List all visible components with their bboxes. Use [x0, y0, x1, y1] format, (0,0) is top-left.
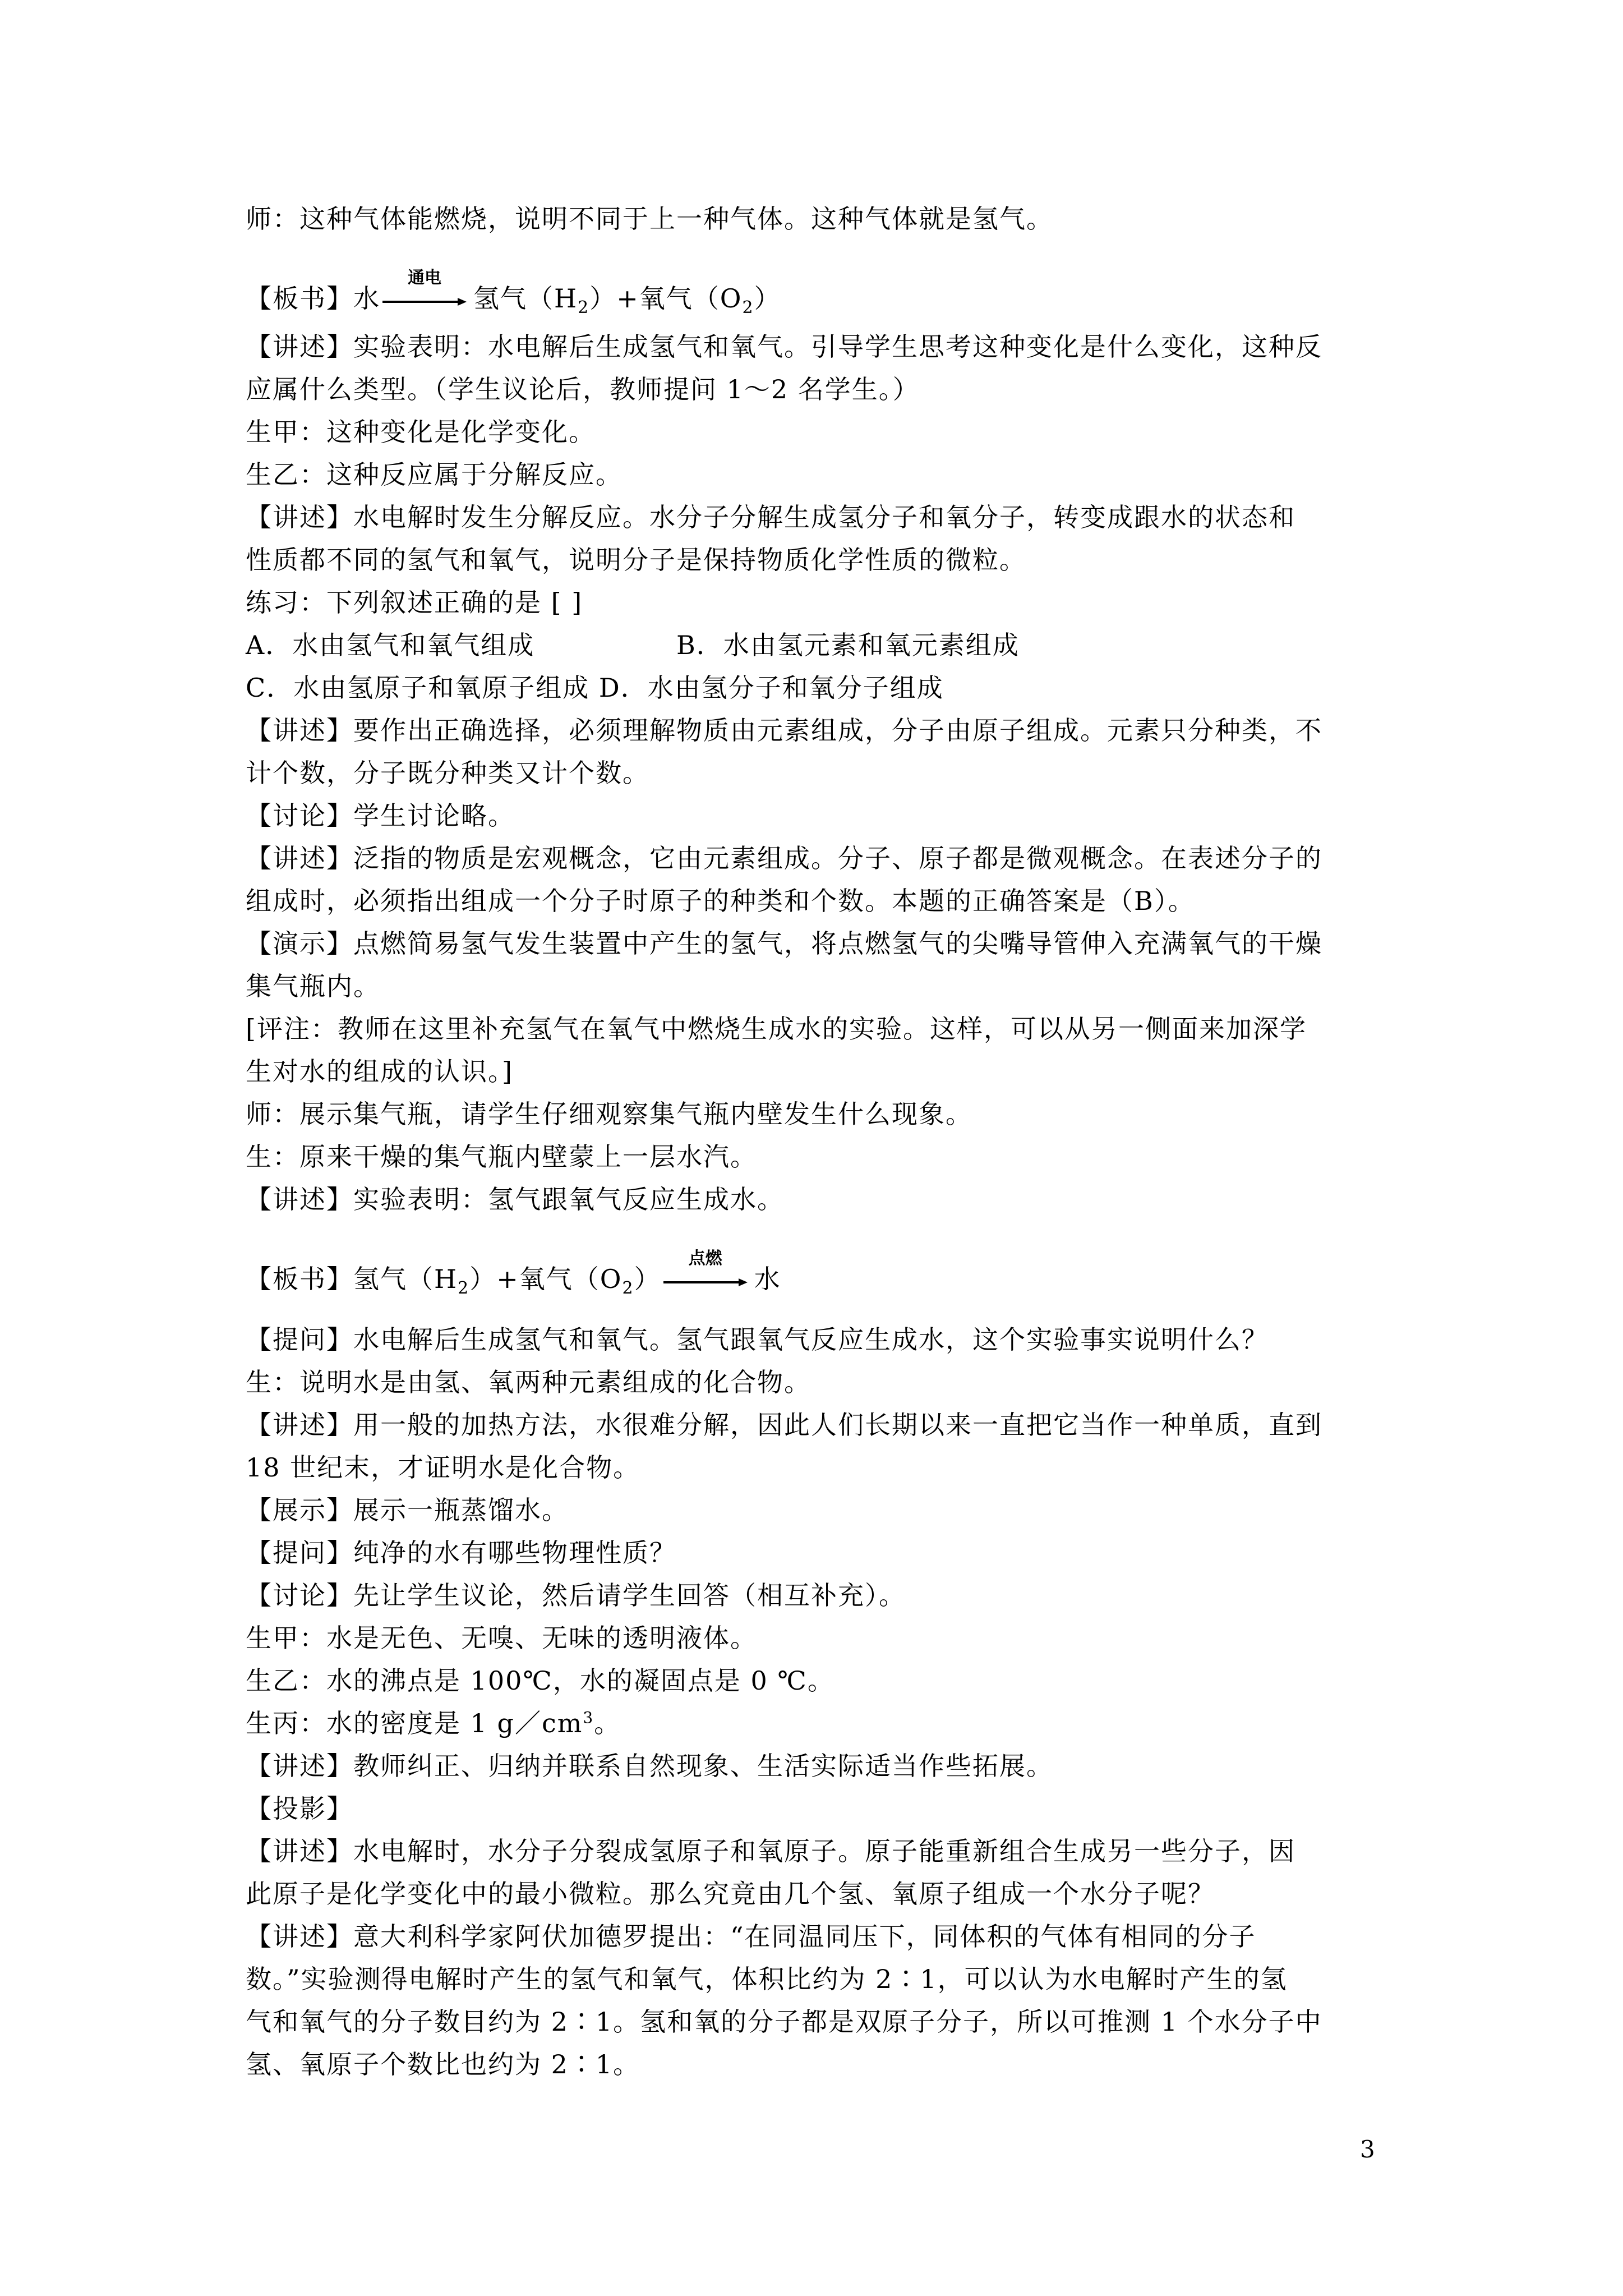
text-line: 【投影】	[246, 1793, 353, 1824]
text-line: 生：原来干燥的集气瓶内壁蒙上一层水汽。	[246, 1142, 757, 1172]
text-span: 。	[594, 1708, 621, 1738]
answer-options-row: C．水由氢原子和氧原子组成 D．水由氢分子和氧分子组成	[246, 673, 944, 703]
text-line: 【讨论】学生讨论略。	[246, 800, 515, 831]
text-span: 【板书】氢气（H	[246, 1264, 458, 1294]
text-span: 生丙：水的密度是 1 g／cm	[246, 1708, 583, 1738]
text-line: 师：展示集气瓶，请学生仔细观察集气瓶内壁发生什么现象。	[246, 1099, 972, 1129]
text-line: 【讲述】要作出正确选择，必须理解物质由元素组成，分子由原子组成。元素只分种类，不	[246, 715, 1322, 746]
text-line	[246, 1702, 1381, 1745]
text-line: 应属什么类型。（学生议论后，教师提问 1～2 名学生。）	[246, 374, 920, 404]
reaction-arrow	[382, 268, 467, 318]
text-line: 【讲述】教师纠正、归纳并联系自然现象、生活实际适当作些拓展。	[246, 1751, 1053, 1781]
page-number: 3	[1360, 2136, 1375, 2163]
subscript: 2	[458, 1278, 470, 1299]
text-line: 生甲：水是无色、无嗅、无味的透明液体。	[246, 1623, 757, 1653]
answer-options-row	[246, 624, 1381, 666]
text-line: 数。”实验测得电解时产生的氢气和氧气，体积比约为 2∶1，可以认为水电解时产生的氢	[246, 1964, 1288, 1994]
equation-electrolysis	[246, 260, 1381, 325]
arrow-condition-label: 通电	[408, 268, 441, 288]
text-span: ）	[634, 1264, 661, 1294]
text-span: ）	[754, 283, 781, 314]
text-line: 师：这种气体能燃烧，说明不同于上一种气体。这种气体就是氢气。	[246, 204, 1053, 234]
text-line: 【讲述】用一般的加热方法，水很难分解，因此人们长期以来一直把它当作一种单质，直到	[246, 1410, 1322, 1440]
text-line: 生：说明水是由氢、氧两种元素组成的化合物。	[246, 1367, 811, 1397]
text-line: 练习：下列叙述正确的是 [ ]	[246, 587, 583, 618]
text-line: 【讲述】实验表明：水电解后生成氢气和氧气。引导学生思考这种变化是什么变化，这种反	[246, 332, 1322, 362]
arrow-icon	[663, 1277, 748, 1288]
option-b: B．水由氢元素和氧元素组成	[676, 630, 1020, 660]
superscript: 3	[583, 1708, 594, 1727]
subscript: 2	[742, 298, 754, 318]
text-line: 【讲述】意大利科学家阿伏加德罗提出：“在同温同压下，同体积的气体有相同的分子	[246, 1921, 1256, 1952]
subscript: 2	[622, 1278, 634, 1299]
text-line: 【讨论】先让学生议论，然后请学生回答（相互补充）。	[246, 1580, 906, 1611]
text-line: 生乙：这种反应属于分解反应。	[246, 459, 623, 490]
text-line: 计个数，分子既分种类又计个数。	[246, 758, 649, 788]
text-line: 此原子是化学变化中的最小微粒。那么究竟由几个氢、氧原子组成一个水分子呢？	[246, 1879, 1215, 1909]
text-line: 18 世纪末，才证明水是化合物。	[246, 1452, 640, 1483]
text-line: 【讲述】泛指的物质是宏观概念，它由元素组成。分子、原子都是微观概念。在表述分子的	[246, 843, 1322, 873]
comment-line: [评注：教师在这里补充氢气在氧气中燃烧生成水的实验。这样，可以从另一侧面来加深学	[246, 1014, 1307, 1044]
text-line: 【提问】纯净的水有哪些物理性质？	[246, 1538, 676, 1568]
text-line: 生甲：这种变化是化学变化。	[246, 417, 596, 447]
arrow-condition-label: 点燃	[688, 1249, 722, 1268]
text-line: 气和氧气的分子数目约为 2∶1。氢和氧的分子都是双原子分子，所以可推测 1 个水分子中	[246, 2007, 1322, 2037]
text-line: 【提问】水电解后生成氢气和氧气。氢气跟氧气反应生成水，这个实验事实说明什么？	[246, 1324, 1269, 1355]
text-line: 生乙：水的沸点是 100℃，水的凝固点是 0 ℃。	[246, 1665, 834, 1696]
text-span: ）+氧气（O	[589, 283, 743, 314]
reaction-arrow	[663, 1249, 748, 1298]
equation-combustion	[246, 1241, 1381, 1306]
text-span: 【板书】水	[246, 283, 380, 314]
lesson-text	[246, 197, 1381, 2086]
option-a: A．水由氢气和氧气组成	[246, 630, 535, 660]
text-line: 【演示】点燃简易氢气发生装置中产生的氢气，将点燃氢气的尖嘴导管伸入充满氧气的干燥	[246, 928, 1322, 959]
text-line: 【讲述】水电解时，水分子分裂成氢原子和氧原子。原子能重新组合生成另一些分子，因	[246, 1836, 1295, 1866]
arrow-icon	[382, 296, 467, 307]
text-span: 氢气（H	[473, 283, 578, 314]
text-line: 【讲述】实验表明：氢气跟氧气反应生成水。	[246, 1184, 784, 1214]
text-line: 【讲述】水电解时发生分解反应。水分子分解生成氢分子和氧分子，转变成跟水的状态和	[246, 502, 1295, 532]
text-line: 组成时，必须指出组成一个分子时原子的种类和个数。本题的正确答案是（B）。	[246, 886, 1195, 916]
text-span: 水	[754, 1264, 781, 1294]
text-span: ）+氧气（O	[469, 1264, 623, 1294]
text-line: 氢、氧原子个数比也约为 2∶1。	[246, 2049, 640, 2079]
text-line: 集气瓶内。	[246, 971, 380, 1001]
text-line: 【展示】展示一瓶蒸馏水。	[246, 1495, 569, 1525]
comment-line: 生对水的组成的认识。]	[246, 1056, 513, 1087]
subscript: 2	[578, 298, 590, 318]
text-line: 性质都不同的氢气和氧气，说明分子是保持物质化学性质的微粒。	[246, 545, 1026, 575]
